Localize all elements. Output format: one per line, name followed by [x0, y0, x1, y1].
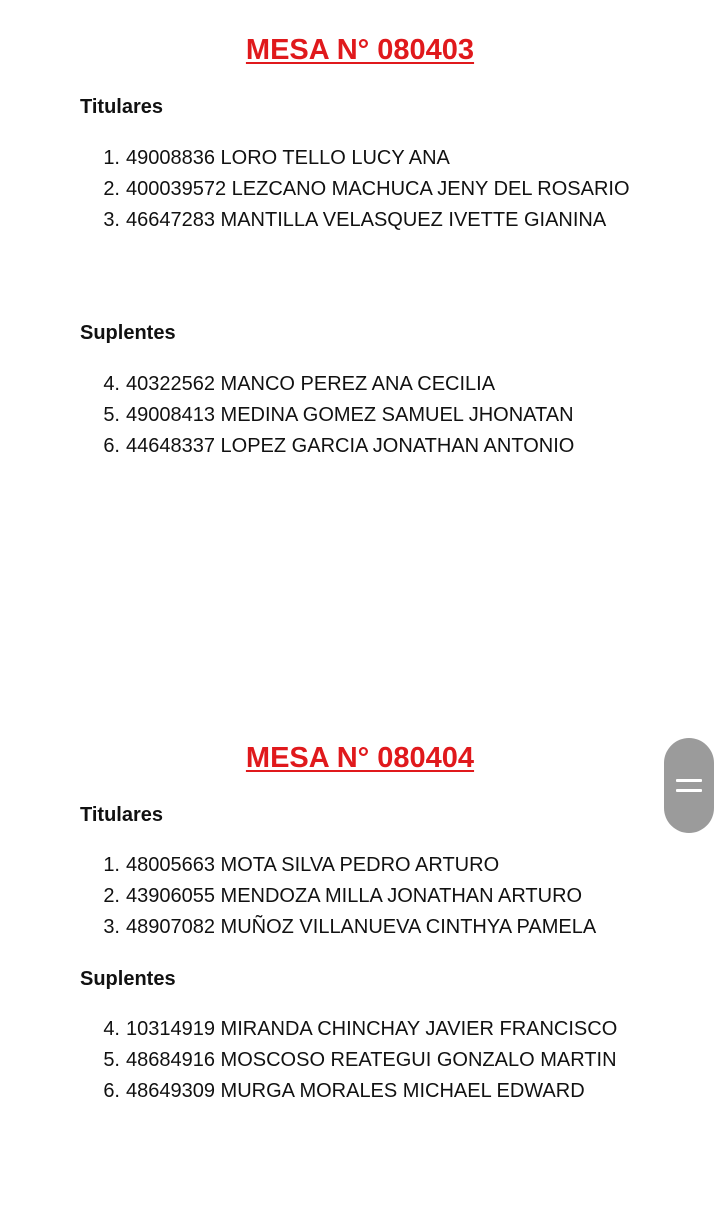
suplentes-list [0, 369, 720, 462]
list-item: 6. 48649309 MURGA MORALES MICHAEL EDWARD [103, 1080, 585, 1102]
list-item: 3. 46647283 MANTILLA VELASQUEZ IVETTE GIANINA [103, 209, 607, 231]
list-item: 2. 400039572 LEZCANO MACHUCA JENY DEL ROSARIO [103, 178, 630, 200]
mesa-section-080404 [0, 739, 720, 1102]
titulares-heading: Titulares [80, 96, 163, 118]
list-item: 4. 40322562 MANCO PEREZ ANA CECILIA [103, 373, 496, 395]
titulares-list [0, 850, 720, 943]
mesa-title: MESA N° 080403 [245, 34, 475, 66]
list-item: 2. 43906055 MENDOZA MILLA JONATHAN ARTURO [103, 885, 583, 907]
list-item: 1. 48005663 MOTA SILVA PEDRO ARTURO [103, 854, 500, 876]
mesa-section-080403 [0, 31, 720, 457]
list-item: 1. 49008836 LORO TELLO LUCY ANA [103, 147, 450, 169]
list-item: 6. 44648337 LOPEZ GARCIA JONATHAN ANTONIO [103, 435, 575, 457]
list-item: 3. 48907082 MUÑOZ VILLANUEVA CINTHYA PAMELA [103, 916, 597, 938]
titulares-heading: Titulares [80, 804, 163, 826]
list-item: 5. 49008413 MEDINA GOMEZ SAMUEL JHONATAN [103, 404, 574, 426]
scroll-handle[interactable] [664, 738, 714, 833]
suplentes-heading: Suplentes [80, 322, 176, 344]
suplentes-list [0, 1014, 720, 1107]
list-item: 4. 10314919 MIRANDA CHINCHAY JAVIER FRANCISCO [103, 1018, 618, 1040]
titulares-list [0, 143, 720, 236]
list-item: 5. 48684916 MOSCOSO REATEGUI GONZALO MARTIN [103, 1049, 617, 1071]
mesa-title: MESA N° 080404 [245, 742, 475, 774]
suplentes-heading: Suplentes [80, 968, 176, 990]
